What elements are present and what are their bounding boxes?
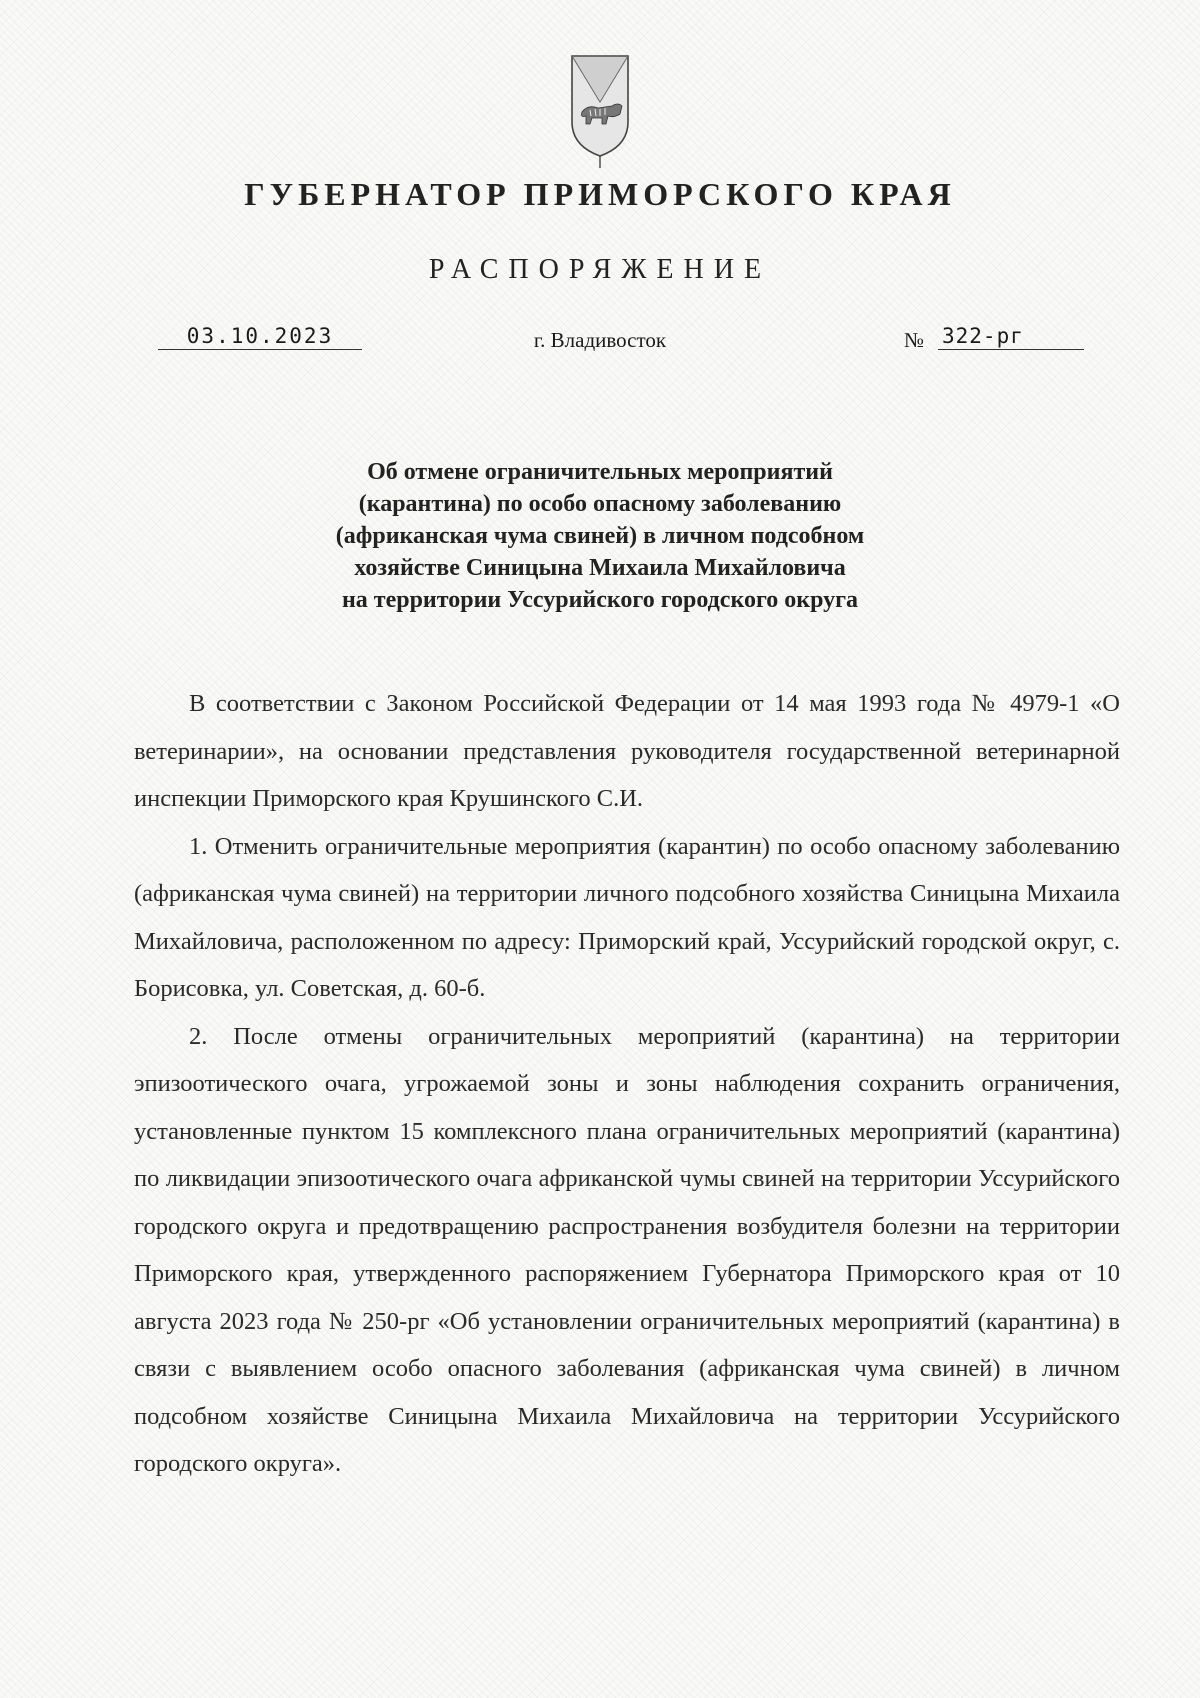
subject-line: (карантина) по особо опасному заболеванию bbox=[358, 491, 842, 517]
clause-1-paragraph: 1. Отменить ограничительные мероприятия (карантин) по особо опасному заболеванию (африканская чума свиней) на территории личного подсобного хозяйства Синицына Михаила Михайловича, расположенном по адресу: Приморский край, Уссурийский городской округ, с. Борисовка, ул. Советская, д. 60-б. bbox=[134, 832, 1120, 1002]
subject-line: (африканская чума свиней) в личном подсобном bbox=[335, 523, 865, 549]
document-subject bbox=[230, 456, 970, 616]
number-sign: № bbox=[904, 328, 925, 352]
document-date: 03.10.2023 bbox=[158, 324, 362, 350]
coat-of-arms-emblem bbox=[568, 52, 632, 170]
document-body bbox=[134, 680, 1120, 1488]
subject-line: на территории Уссурийского городского округа bbox=[341, 587, 859, 613]
issuer-title: ГУБЕРНАТОР ПРИМОРСКОГО КРАЯ bbox=[244, 176, 956, 212]
preamble-paragraph: В соответствии с Законом Российской Федерации от 14 мая 1993 года № 4979-1 «О ветеринарии», на основании представления руководителя государственной ветеринарной инспекции Приморского края Крушинского С.И. bbox=[134, 690, 1120, 812]
subject-line: хозяйстве Синицына Михаила Михайловича bbox=[354, 555, 846, 581]
document-city: г. Владивосток bbox=[533, 328, 667, 352]
subject-line: Об отмене ограничительных мероприятий bbox=[367, 459, 833, 485]
clause-2-paragraph: 2. После отмены ограничительных мероприятий (карантина) на территории эпизоотического очага, угрожаемой зоны и зоны наблюдения сохранить ограничения, установленные пунктом 15 комплексного плана ограничительных мероприятий (карантина) по ликвидации эпизоотического очага африканской чумы свиней на территории Уссурийского городского округа и предотвращению распространения возбудителя болезни на территории Приморского края, утвержденного распоряжением Губернатора Приморского края от 10 августа 2023 года № 250-рг «Об установлении ограничительных мероприятий (карантина) в связи с выявлением особо опасного заболевания (африканская чума свиней) в личном подсобном хозяйстве Синицына Михаила Михайловича на территории Уссурийского городского округа». bbox=[134, 1022, 1120, 1477]
document-type: РАСПОРЯЖЕНИЕ bbox=[428, 254, 772, 285]
document-number: 322-рг bbox=[938, 324, 1084, 350]
